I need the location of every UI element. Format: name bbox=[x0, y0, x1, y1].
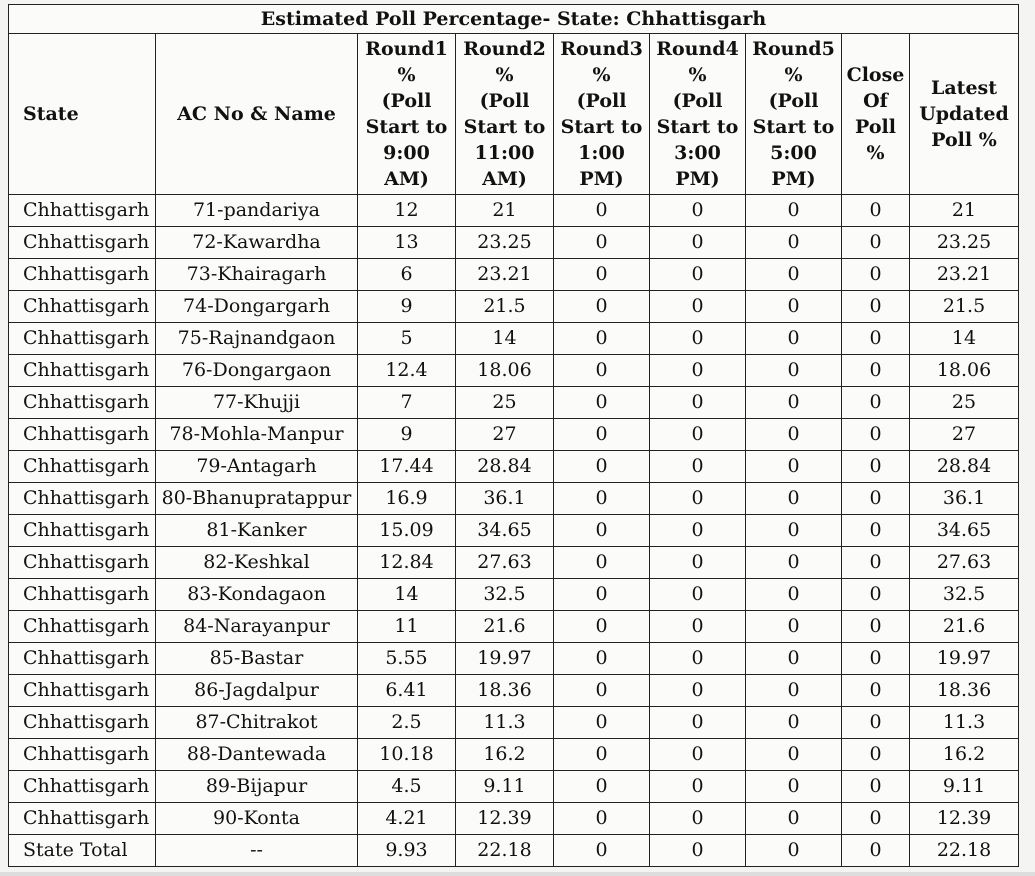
cell-close-of-poll: 0 bbox=[842, 355, 910, 387]
table-row bbox=[9, 771, 1019, 803]
total-close-of-poll: 0 bbox=[842, 835, 910, 867]
cell-round2: 28.84 bbox=[456, 451, 554, 483]
total-round3: 0 bbox=[554, 835, 650, 867]
cell-round1: 13 bbox=[358, 227, 456, 259]
cell-close-of-poll: 0 bbox=[842, 547, 910, 579]
cell-close-of-poll: 0 bbox=[842, 803, 910, 835]
cell-round3: 0 bbox=[554, 419, 650, 451]
cell-state: Chhattisgarh bbox=[9, 771, 156, 803]
cell-latest-poll: 21 bbox=[910, 195, 1019, 227]
cell-round1: 9 bbox=[358, 291, 456, 323]
cell-round1: 15.09 bbox=[358, 515, 456, 547]
cell-close-of-poll: 0 bbox=[842, 483, 910, 515]
cell-round3: 0 bbox=[554, 259, 650, 291]
cell-latest-poll: 27.63 bbox=[910, 547, 1019, 579]
cell-ac-no-name: 75-Rajnandgaon bbox=[156, 323, 358, 355]
cell-ac-no-name: 80-Bhanupratappur bbox=[156, 483, 358, 515]
cell-round2: 9.11 bbox=[456, 771, 554, 803]
cell-ac-no-name: 82-Keshkal bbox=[156, 547, 358, 579]
cell-round1: 12.84 bbox=[358, 547, 456, 579]
cell-round3: 0 bbox=[554, 707, 650, 739]
cell-state: Chhattisgarh bbox=[9, 323, 156, 355]
cell-round1: 12 bbox=[358, 195, 456, 227]
cell-round4: 0 bbox=[650, 483, 746, 515]
cell-round3: 0 bbox=[554, 675, 650, 707]
table-row bbox=[9, 739, 1019, 771]
cell-round5: 0 bbox=[746, 483, 842, 515]
poll-percentage-table bbox=[8, 4, 1019, 867]
total-state: State Total bbox=[9, 835, 156, 867]
cell-latest-poll: 23.25 bbox=[910, 227, 1019, 259]
cell-round3: 0 bbox=[554, 547, 650, 579]
cell-close-of-poll: 0 bbox=[842, 291, 910, 323]
cell-ac-no-name: 90-Konta bbox=[156, 803, 358, 835]
cell-close-of-poll: 0 bbox=[842, 387, 910, 419]
table-row bbox=[9, 611, 1019, 643]
table-row bbox=[9, 323, 1019, 355]
cell-round5: 0 bbox=[746, 355, 842, 387]
cell-round2: 23.21 bbox=[456, 259, 554, 291]
cell-close-of-poll: 0 bbox=[842, 643, 910, 675]
cell-state: Chhattisgarh bbox=[9, 707, 156, 739]
cell-latest-poll: 14 bbox=[910, 323, 1019, 355]
cell-round4: 0 bbox=[650, 579, 746, 611]
cell-state: Chhattisgarh bbox=[9, 355, 156, 387]
cell-state: Chhattisgarh bbox=[9, 643, 156, 675]
cell-close-of-poll: 0 bbox=[842, 515, 910, 547]
cell-state: Chhattisgarh bbox=[9, 547, 156, 579]
cell-ac-no-name: 81-Kanker bbox=[156, 515, 358, 547]
cell-round4: 0 bbox=[650, 387, 746, 419]
cell-latest-poll: 21.5 bbox=[910, 291, 1019, 323]
cell-round5: 0 bbox=[746, 227, 842, 259]
cell-round1: 6 bbox=[358, 259, 456, 291]
cell-round4: 0 bbox=[650, 515, 746, 547]
table-title: Estimated Poll Percentage- State: Chhattisgarh bbox=[9, 5, 1019, 34]
header-round3: Round3 % (Poll Start to 1:00 PM) bbox=[554, 34, 650, 195]
cell-close-of-poll: 0 bbox=[842, 707, 910, 739]
table-row bbox=[9, 419, 1019, 451]
table-row bbox=[9, 195, 1019, 227]
header-round2: Round2 % (Poll Start to 11:00 AM) bbox=[456, 34, 554, 195]
table-body bbox=[9, 195, 1019, 867]
cell-close-of-poll: 0 bbox=[842, 419, 910, 451]
cell-state: Chhattisgarh bbox=[9, 451, 156, 483]
cell-round4: 0 bbox=[650, 323, 746, 355]
cell-round1: 5 bbox=[358, 323, 456, 355]
cell-round5: 0 bbox=[746, 323, 842, 355]
cell-state: Chhattisgarh bbox=[9, 803, 156, 835]
cell-latest-poll: 25 bbox=[910, 387, 1019, 419]
cell-round1: 4.21 bbox=[358, 803, 456, 835]
cell-close-of-poll: 0 bbox=[842, 323, 910, 355]
cell-close-of-poll: 0 bbox=[842, 227, 910, 259]
cell-latest-poll: 18.06 bbox=[910, 355, 1019, 387]
cell-round2: 21.5 bbox=[456, 291, 554, 323]
cell-latest-poll: 9.11 bbox=[910, 771, 1019, 803]
cell-round2: 23.25 bbox=[456, 227, 554, 259]
cell-round4: 0 bbox=[650, 195, 746, 227]
cell-round5: 0 bbox=[746, 579, 842, 611]
cell-ac-no-name: 86-Jagdalpur bbox=[156, 675, 358, 707]
cell-state: Chhattisgarh bbox=[9, 739, 156, 771]
total-round5: 0 bbox=[746, 835, 842, 867]
cell-round5: 0 bbox=[746, 643, 842, 675]
cell-latest-poll: 27 bbox=[910, 419, 1019, 451]
bottom-edge bbox=[0, 872, 1035, 876]
cell-round3: 0 bbox=[554, 195, 650, 227]
cell-close-of-poll: 0 bbox=[842, 195, 910, 227]
cell-latest-poll: 19.97 bbox=[910, 643, 1019, 675]
cell-round4: 0 bbox=[650, 739, 746, 771]
cell-close-of-poll: 0 bbox=[842, 675, 910, 707]
cell-round4: 0 bbox=[650, 451, 746, 483]
cell-round4: 0 bbox=[650, 291, 746, 323]
cell-latest-poll: 28.84 bbox=[910, 451, 1019, 483]
cell-round1: 6.41 bbox=[358, 675, 456, 707]
cell-round1: 10.18 bbox=[358, 739, 456, 771]
table-row bbox=[9, 291, 1019, 323]
cell-ac-no-name: 76-Dongargaon bbox=[156, 355, 358, 387]
cell-ac-no-name: 78-Mohla-Manpur bbox=[156, 419, 358, 451]
cell-round5: 0 bbox=[746, 739, 842, 771]
cell-state: Chhattisgarh bbox=[9, 675, 156, 707]
cell-state: Chhattisgarh bbox=[9, 419, 156, 451]
cell-round2: 32.5 bbox=[456, 579, 554, 611]
cell-round1: 9 bbox=[358, 419, 456, 451]
cell-round2: 11.3 bbox=[456, 707, 554, 739]
cell-round5: 0 bbox=[746, 611, 842, 643]
cell-round1: 5.55 bbox=[358, 643, 456, 675]
cell-round5: 0 bbox=[746, 387, 842, 419]
total-latest-poll: 22.18 bbox=[910, 835, 1019, 867]
cell-round3: 0 bbox=[554, 739, 650, 771]
table-row bbox=[9, 515, 1019, 547]
cell-latest-poll: 12.39 bbox=[910, 803, 1019, 835]
cell-round2: 18.36 bbox=[456, 675, 554, 707]
cell-latest-poll: 16.2 bbox=[910, 739, 1019, 771]
cell-round2: 12.39 bbox=[456, 803, 554, 835]
poll-percentage-sheet bbox=[8, 4, 1018, 867]
cell-round2: 27 bbox=[456, 419, 554, 451]
cell-ac-no-name: 89-Bijapur bbox=[156, 771, 358, 803]
cell-round4: 0 bbox=[650, 803, 746, 835]
cell-round4: 0 bbox=[650, 419, 746, 451]
header-ac-no-name: AC No & Name bbox=[156, 34, 358, 195]
cell-ac-no-name: 84-Narayanpur bbox=[156, 611, 358, 643]
cell-round5: 0 bbox=[746, 419, 842, 451]
cell-round5: 0 bbox=[746, 547, 842, 579]
cell-close-of-poll: 0 bbox=[842, 579, 910, 611]
cell-round2: 19.97 bbox=[456, 643, 554, 675]
cell-round2: 34.65 bbox=[456, 515, 554, 547]
cell-round1: 17.44 bbox=[358, 451, 456, 483]
table-row bbox=[9, 643, 1019, 675]
cell-round5: 0 bbox=[746, 259, 842, 291]
cell-round2: 21.6 bbox=[456, 611, 554, 643]
cell-round2: 14 bbox=[456, 323, 554, 355]
cell-round2: 36.1 bbox=[456, 483, 554, 515]
cell-state: Chhattisgarh bbox=[9, 579, 156, 611]
cell-state: Chhattisgarh bbox=[9, 483, 156, 515]
cell-state: Chhattisgarh bbox=[9, 387, 156, 419]
cell-round4: 0 bbox=[650, 611, 746, 643]
cell-round2: 27.63 bbox=[456, 547, 554, 579]
cell-round2: 16.2 bbox=[456, 739, 554, 771]
table-row bbox=[9, 579, 1019, 611]
cell-round3: 0 bbox=[554, 803, 650, 835]
cell-round5: 0 bbox=[746, 515, 842, 547]
cell-round3: 0 bbox=[554, 515, 650, 547]
table-row bbox=[9, 451, 1019, 483]
cell-round4: 0 bbox=[650, 259, 746, 291]
cell-latest-poll: 32.5 bbox=[910, 579, 1019, 611]
cell-round2: 21 bbox=[456, 195, 554, 227]
cell-round4: 0 bbox=[650, 355, 746, 387]
cell-round4: 0 bbox=[650, 643, 746, 675]
cell-ac-no-name: 72-Kawardha bbox=[156, 227, 358, 259]
header-latest-updated-poll: Latest Updated Poll % bbox=[910, 34, 1019, 195]
cell-state: Chhattisgarh bbox=[9, 259, 156, 291]
cell-ac-no-name: 83-Kondagaon bbox=[156, 579, 358, 611]
cell-round3: 0 bbox=[554, 611, 650, 643]
cell-round3: 0 bbox=[554, 355, 650, 387]
cell-round1: 11 bbox=[358, 611, 456, 643]
cell-round4: 0 bbox=[650, 675, 746, 707]
total-round2: 22.18 bbox=[456, 835, 554, 867]
cell-round1: 7 bbox=[358, 387, 456, 419]
cell-round5: 0 bbox=[746, 195, 842, 227]
cell-state: Chhattisgarh bbox=[9, 515, 156, 547]
cell-round3: 0 bbox=[554, 227, 650, 259]
cell-latest-poll: 23.21 bbox=[910, 259, 1019, 291]
cell-round5: 0 bbox=[746, 771, 842, 803]
cell-round2: 25 bbox=[456, 387, 554, 419]
cell-latest-poll: 34.65 bbox=[910, 515, 1019, 547]
cell-round5: 0 bbox=[746, 451, 842, 483]
cell-round1: 4.5 bbox=[358, 771, 456, 803]
cell-state: Chhattisgarh bbox=[9, 611, 156, 643]
header-close-of-poll: Close Of Poll % bbox=[842, 34, 910, 195]
cell-ac-no-name: 73-Khairagarh bbox=[156, 259, 358, 291]
cell-latest-poll: 11.3 bbox=[910, 707, 1019, 739]
cell-round3: 0 bbox=[554, 291, 650, 323]
cell-ac-no-name: 74-Dongargarh bbox=[156, 291, 358, 323]
header-row bbox=[9, 34, 1019, 195]
table-row bbox=[9, 387, 1019, 419]
table-row bbox=[9, 675, 1019, 707]
cell-ac-no-name: 71-pandariya bbox=[156, 195, 358, 227]
cell-round3: 0 bbox=[554, 483, 650, 515]
cell-round4: 0 bbox=[650, 771, 746, 803]
table-row bbox=[9, 483, 1019, 515]
table-row bbox=[9, 547, 1019, 579]
cell-round4: 0 bbox=[650, 707, 746, 739]
cell-latest-poll: 21.6 bbox=[910, 611, 1019, 643]
cell-round4: 0 bbox=[650, 547, 746, 579]
state-total-row bbox=[9, 835, 1019, 867]
cell-state: Chhattisgarh bbox=[9, 291, 156, 323]
cell-round5: 0 bbox=[746, 291, 842, 323]
cell-ac-no-name: 79-Antagarh bbox=[156, 451, 358, 483]
total-ac-no-name: -- bbox=[156, 835, 358, 867]
cell-state: Chhattisgarh bbox=[9, 195, 156, 227]
header-state: State bbox=[9, 34, 156, 195]
cell-round3: 0 bbox=[554, 643, 650, 675]
cell-close-of-poll: 0 bbox=[842, 451, 910, 483]
table-row bbox=[9, 803, 1019, 835]
cell-round3: 0 bbox=[554, 451, 650, 483]
cell-round3: 0 bbox=[554, 387, 650, 419]
table-row bbox=[9, 227, 1019, 259]
cell-round2: 18.06 bbox=[456, 355, 554, 387]
header-round4: Round4 % (Poll Start to 3:00 PM) bbox=[650, 34, 746, 195]
cell-round1: 14 bbox=[358, 579, 456, 611]
cell-round3: 0 bbox=[554, 579, 650, 611]
cell-ac-no-name: 77-Khujji bbox=[156, 387, 358, 419]
cell-round5: 0 bbox=[746, 675, 842, 707]
cell-close-of-poll: 0 bbox=[842, 771, 910, 803]
cell-round3: 0 bbox=[554, 323, 650, 355]
cell-close-of-poll: 0 bbox=[842, 259, 910, 291]
cell-latest-poll: 36.1 bbox=[910, 483, 1019, 515]
table-row bbox=[9, 355, 1019, 387]
cell-ac-no-name: 85-Bastar bbox=[156, 643, 358, 675]
cell-ac-no-name: 87-Chitrakot bbox=[156, 707, 358, 739]
table-row bbox=[9, 707, 1019, 739]
cell-round1: 2.5 bbox=[358, 707, 456, 739]
cell-round4: 0 bbox=[650, 227, 746, 259]
cell-close-of-poll: 0 bbox=[842, 739, 910, 771]
table-row bbox=[9, 259, 1019, 291]
cell-round5: 0 bbox=[746, 803, 842, 835]
cell-latest-poll: 18.36 bbox=[910, 675, 1019, 707]
header-round5: Round5 % (Poll Start to 5:00 PM) bbox=[746, 34, 842, 195]
cell-ac-no-name: 88-Dantewada bbox=[156, 739, 358, 771]
cell-round3: 0 bbox=[554, 771, 650, 803]
cell-round1: 12.4 bbox=[358, 355, 456, 387]
cell-close-of-poll: 0 bbox=[842, 611, 910, 643]
cell-round5: 0 bbox=[746, 707, 842, 739]
header-round1: Round1 % (Poll Start to 9:00 AM) bbox=[358, 34, 456, 195]
total-round4: 0 bbox=[650, 835, 746, 867]
cell-round1: 16.9 bbox=[358, 483, 456, 515]
total-round1: 9.93 bbox=[358, 835, 456, 867]
cell-state: Chhattisgarh bbox=[9, 227, 156, 259]
